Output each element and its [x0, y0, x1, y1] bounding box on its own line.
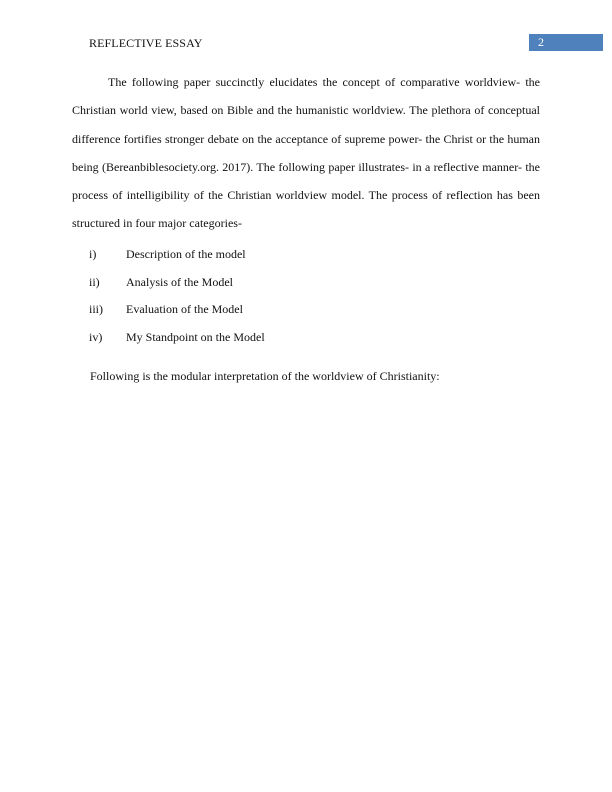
- list-item-marker: iii): [89, 302, 103, 316]
- running-header-title: REFLECTIVE ESSAY: [89, 36, 203, 50]
- list-item-marker: iv): [89, 329, 103, 344]
- list-item-text: Analysis of the Model: [126, 274, 233, 289]
- list-item: [89, 246, 529, 274]
- categories-list: [89, 246, 529, 356]
- list-item: [89, 301, 529, 329]
- list-item: [89, 274, 529, 302]
- list-item-text: Evaluation of the Model: [126, 302, 243, 316]
- list-item-text: Description of the model: [126, 247, 246, 261]
- list-item: [89, 329, 529, 357]
- page-number: 2: [538, 35, 544, 49]
- list-item-marker: i): [89, 247, 97, 261]
- closing-paragraph: Following is the modular interpretation of the worldview of Christianity:: [90, 369, 440, 383]
- list-item-text: My Standpoint on the Model: [126, 329, 265, 344]
- list-item-marker: ii): [89, 274, 100, 289]
- intro-paragraph: The following paper succinctly elucidates the concept of comparative worldview- the Christian world view, based on Bible and the humanistic worldview. The plethora of conceptual difference fortifies stronger debate on the acceptance of supreme power- the Christ or the human being (Bereanbiblesociety.org. 2017). The following paper illustrates- in a reflective manner- the process of intelligibility of the Christian worldview model. The process of reflection has been structured in four major categories-: [72, 75, 540, 231]
- page-number-bar: [529, 34, 603, 51]
